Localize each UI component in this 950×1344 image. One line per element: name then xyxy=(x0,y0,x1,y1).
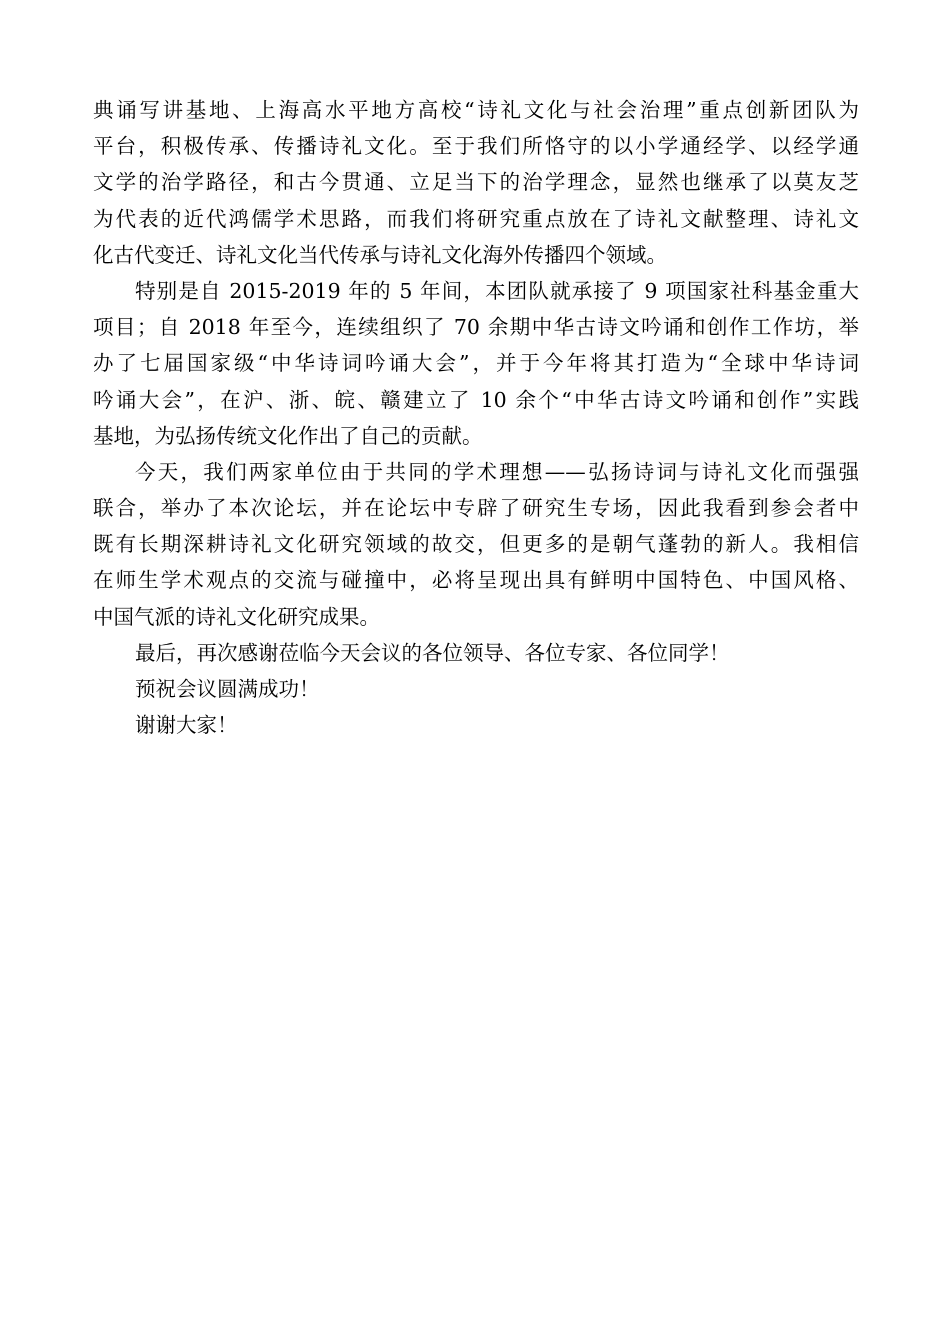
text-line: 典诵写讲基地、上海高水平地方高校“诗礼文化与社会治理”重点创新团队为 xyxy=(93,98,859,122)
text-line: 平台，积极传承、传播诗礼文化。至于我们所恪守的以小学通经学、以经学通 xyxy=(93,134,859,159)
text-line: 今天，我们两家单位由于共同的学术理想——弘扬诗词与诗礼文化而强强 xyxy=(135,459,859,484)
paragraph xyxy=(93,92,859,273)
text-line: 项目；自 2018 年至今，连续组织了 70 余期中华古诗文吟诵和创作工作坊，举 xyxy=(93,315,859,340)
text-line: 在师生学术观点的交流与碰撞中，必将呈现出具有鲜明中国特色、中国风格、 xyxy=(93,568,859,593)
text-line: 化古代变迁、诗礼文化当代传承与诗礼文化海外传播四个领域。 xyxy=(93,242,667,267)
text-line: 既有长期深耕诗礼文化研究领域的故交，但更多的是朝气蓬勃的新人。我相信 xyxy=(93,532,859,557)
paragraph xyxy=(93,671,859,707)
text-line: 为代表的近代鸿儒学术思路，而我们将研究重点放在了诗礼文献整理、诗礼文 xyxy=(93,206,859,231)
text-line: 文学的治学路径，和古今贯通、立足当下的治学理念，显然也继承了以莫友芝 xyxy=(93,170,859,195)
text-line: 预祝会议圆满成功！ xyxy=(135,677,320,701)
paragraph xyxy=(93,454,859,635)
text-line: 中国气派的诗礼文化研究成果。 xyxy=(93,604,380,629)
paragraph xyxy=(93,273,859,454)
paragraph xyxy=(93,635,859,671)
text-line: 特别是自 2015-2019 年的 5 年间，本团队就承接了 9 项国家社科基金重大 xyxy=(135,278,859,303)
text-line: 办了七届国家级“中华诗词吟诵大会”，并于今年将其打造为“全球中华诗词 xyxy=(93,351,859,376)
document-body xyxy=(93,92,859,743)
text-line: 联合，举办了本次论坛，并在论坛中专辟了研究生专场，因此我看到参会者中 xyxy=(93,496,859,521)
text-line: 谢谢大家！ xyxy=(135,713,238,738)
text-line: 最后，再次感谢莅临今天会议的各位领导、各位专家、各位同学！ xyxy=(135,640,730,665)
paragraph xyxy=(93,707,859,743)
text-line: 吟诵大会”，在沪、浙、皖、赣建立了 10 余个“中华古诗文吟诵和创作”实践 xyxy=(93,387,859,412)
text-line: 基地，为弘扬传统文化作出了自己的贡献。 xyxy=(93,423,483,448)
